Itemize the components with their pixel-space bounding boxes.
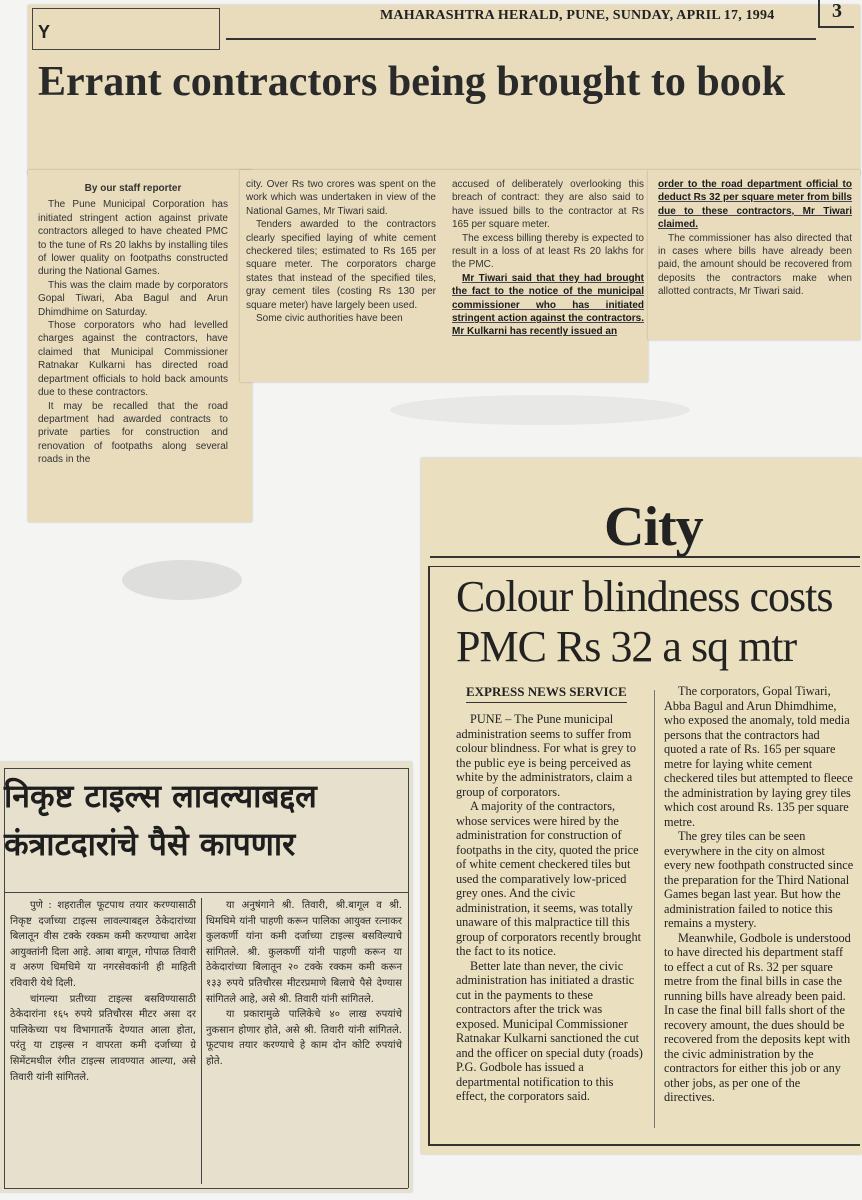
marathi-headline-line-1: निकृष्ट टाइल्स लावल्याबद्दल [4, 777, 317, 815]
masthead: MAHARASHTRA HERALD, PUNE, SUNDAY, APRIL 17, 1994 [380, 8, 775, 23]
highlighted-paragraph: order to the road department official to deduct Rs 32 per square meter from bills due to these contractors, Mr Tiwari claimed. [658, 179, 852, 231]
marathi-headline-line-2: कंत्राटदारांचे पैसे कापणार [4, 825, 296, 863]
frame-rule [4, 1188, 408, 1189]
paragraph: PUNE – The Pune municipal administration seems to suffer from colour blindness. For what is grey to the public eye is being perceived as white by the administrators, claim a group of corporators. [456, 712, 636, 799]
city-byline: EXPRESS NEWS SERVICE [466, 684, 627, 703]
column-divider [201, 898, 202, 1184]
page-number: 3 [818, 0, 854, 28]
column-divider [654, 690, 655, 1128]
paragraph: It may be recalled that the road department had awarded contracts to private parties for construction and renovation of footpaths along several roads in the [38, 400, 228, 466]
herald-column-4 [658, 178, 852, 299]
paragraph: Those corporators who had levelled charges against the contractors, have claimed that Municipal Commissioner Ratnakar Kulkarni has directed road department officials to hold back amounts due to these contractors. [38, 320, 228, 399]
paragraph: Better late than never, the civic administration has initiated a drastic cut in the payments to these contractors after the trick was exposed. Municipal Commissioner Ratnakar Kulkarni sanctioned the cut and the officer on special duty (roads) P.G. Godbole has issued a departmental notification to this effect, the corporators said. [456, 958, 643, 1103]
section-letter: Y [38, 22, 51, 42]
frame-rule [4, 892, 408, 893]
masthead-rule [226, 38, 816, 40]
highlighted-paragraph: Mr Tiwari said that they had brought the fact to the notice of the municipal commissioner who has initiated stringent action against the contractors. Mr Kulkarni has recently issued an [452, 272, 644, 338]
herald-column-2 [246, 178, 436, 325]
background-smudge [122, 560, 242, 600]
marathi-right-column [206, 898, 402, 1070]
city-section-label: City [604, 496, 703, 558]
herald-column-3 [452, 178, 644, 339]
background-smudge [390, 395, 690, 425]
city-right-column [664, 684, 854, 1105]
paragraph: या प्रकारामुळे पालिकेचे ४० लाख रुपयांचे नुकसान होणार होते, असे श्री. तिवारी यांनी सांगितले. फूटपाथ तयार करण्याचे हे काम दोन कोटि रुपयांचे होते. [206, 1009, 402, 1067]
frame-rule [408, 768, 409, 1188]
paragraph: The commissioner has also directed that in cases where bills have already been paid, the amount should be recovered from deposits the contractors make when allotted contracts, Mr Tiwari said. [658, 232, 852, 298]
paragraph: city. Over Rs two crores was spent on the work which was undertaken in view of the National Games, Mr Tiwari said. [246, 179, 436, 217]
paragraph: A majority of the contractors, whose services were hired by the administration for construction of footpaths in the city, quoted the price of white cement checkered tiles but used the comparatively low-priced grey ones. And the civic administration, it seems, was totally unaware of this malpractice till this group of corporators recently brought the fact to its notice. [456, 799, 642, 958]
paragraph: या अनुषंगाने श्री. तिवारी, श्री.बागूल व श्री. धिमधिमे यांनी पाहणी करून पालिका आयुक्त रत्नाकर कुलकर्णी यांना कमी दर्जाच्या टाइल्स बसविल्याचे सांगितले. श्री. कुलकर्णी यांनी पाहणी करून या ठेकेदारांच्या बिलातून २० टक्के रक्कम कमी करून १३३ रुपये प्रतिचौरस मीटरप्रमाणे बिलाचे पैसे देण्यास सांगितले आहे, असे श्री. तिवारी यांनी सांगितले. [206, 900, 402, 1005]
paragraph: The corporators, Gopal Tiwari, Abba Bagul and Arun Dhimdhime, who exposed the anomaly, told media persons that the contractors had quoted a rate of Rs. 165 per square metre for laying white cement checkered tiles but attempted to fleece the administration by laying grey tiles which cost around Rs. 135 per square metre. [664, 684, 853, 829]
frame-rule [428, 566, 430, 1146]
section-box [32, 8, 220, 50]
paragraph: Some civic authorities have been [256, 313, 403, 325]
frame-rule [4, 768, 408, 769]
herald-byline: By our staff reporter [84, 183, 182, 194]
city-left-column [456, 712, 646, 1104]
paragraph: Meanwhile, Godbole is understood to have directed his department staff to effect a cut of Rs. 32 per square metre from the final bills in case the running bills have already been paid. In case the final bill falls short of the recovery amount, the dues should be recovered from the deposits kept with the civic administration by the contractors for either this job or any other jobs, as per one of the directives. [664, 930, 851, 1104]
paragraph: The grey tiles can be seen everywhere in the city on almost every new foothpath constructed since the preparation for the Third National Games began last year. But how the administration failed to notice this remains a mystery. [664, 829, 854, 930]
city-headline: Colour blindness costs PMC Rs 32 a sq mtr [456, 572, 833, 671]
paragraph: चांगल्या प्रतीच्या टाइल्स बसविण्यासाठी ठेकेदारांना १६५ रुपये प्रतिचौरस मीटर असा दर पालिकेच्या पथ विभागातर्फे देण्यात आला होता, परंतु या टाइल्स न वापरता कमी दर्जाच्या ग्रे सिमेंटमधील रंगीत टाइल्स लावण्यात आल्या, असे तिवारी यांनी सांगितले. [10, 993, 196, 1083]
paragraph: The excess billing thereby is expected to result in a loss of at least Rs 20 lakhs for the PMC. [452, 232, 644, 271]
paragraph: This was the claim made by corporators Gopal Tiwari, Aba Bagul and Arun Dhimdhime on Saturday. [38, 279, 228, 318]
paragraph: पुणे : शहरातील फूटपाथ तयार करण्यासाठी निकृष्ट दर्जाच्या टाइल्स लावल्याबद्दल ठेकेदारांच्या बिलातून वीस टक्के रक्कम कमी करण्याचा आदेश आयुक्तांनी दिला आहे. आबा बागूल, गोपाळ तिवारी व अरुण धिमधिमे या नगरसेवकांनी ही माहिती रविवारी येथे दिली. [10, 900, 196, 989]
marathi-headline [4, 772, 408, 868]
paragraph: accused of deliberately overlooking this breach of contract: they are also said to have issued bills to the contractor at Rs 165 per square meter. [452, 179, 644, 231]
herald-column-1 [38, 182, 228, 467]
frame-rule [428, 1144, 860, 1146]
paragraph: The Pune Municipal Corporation has initiated stringent action against private contractors alleged to have cheated PMC to the tune of Rs 20 lakhs by installing tiles of lower quality on footpaths constructed during the National Games. [38, 199, 228, 278]
paragraph: Tenders awarded to the contractors clearly specified laying of white cement checkered tiles; estimated to Rs 165 per square meter. The corporators charge states that instead of the specified tiles, gray cement tiles (costing Rs 130 per square meter) have largely been used. [246, 219, 436, 311]
city-rule [430, 566, 860, 567]
marathi-left-column [10, 898, 196, 1085]
herald-headline: Errant contractors being brought to book [38, 59, 786, 105]
